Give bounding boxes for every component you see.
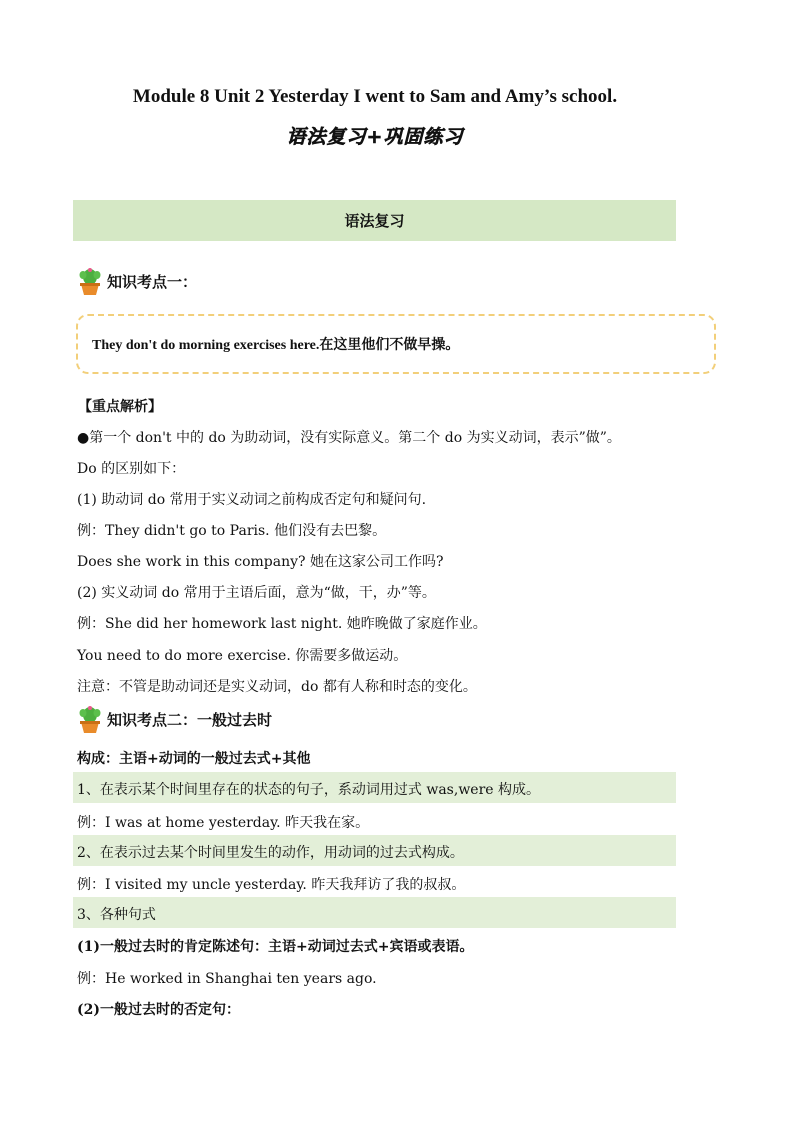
rule-item-1: 1、在表示某个时间里存在的状态的句子，系动词用过式 was,were 构成。: [77, 782, 541, 798]
analysis-line: Does she work in this company? 她在这家公司工作吗?: [77, 554, 444, 570]
sentence-type-2: (2)一般过去时的否定句：: [77, 1002, 240, 1018]
knowledge-point-1-label: 知识考点一：: [107, 272, 198, 291]
analysis-line: 注意：不管是助动词还是实义动词，do 都有人称和时态的变化。: [77, 679, 477, 695]
analysis-line: You need to do more exercise. 你需要多做运动。: [77, 648, 408, 664]
section-banner: 语法复习: [73, 200, 676, 241]
cactus-pot-icon: [77, 704, 103, 734]
cactus-pot-icon: [77, 266, 103, 296]
analysis-line: 例：She did her homework last night. 她昨晚做了家庭作业。: [77, 616, 487, 632]
analysis-heading: 【重点解析】: [78, 399, 162, 415]
example-line: 例：I was at home yesterday. 昨天我在家。: [77, 815, 370, 831]
analysis-line: (2) 实义动词 do 常用于主语后面，意为“做，干，办”等。: [77, 585, 436, 601]
shaded-row-2: [73, 835, 676, 866]
analysis-line: ●第一个 don't 中的 do 为助动词，没有实际意义。第二个 do 为实义动词，表示”做”。: [77, 430, 621, 446]
sentence-type-1: (1)一般过去时的肯定陈述句：主语+动词过去式+宾语或表语。: [77, 939, 474, 955]
analysis-line: 例：They didn't go to Paris. 他们没有去巴黎。: [77, 523, 387, 539]
example-note-box: [76, 314, 716, 374]
knowledge-point-2-label: 知识考点二：一般过去时: [107, 710, 273, 729]
example-sentence: They don't do morning exercises here.在这里他们不做早操。: [92, 338, 460, 353]
shaded-row-3: [73, 897, 676, 928]
knowledge-point-1: [77, 266, 197, 296]
knowledge-point-2: [77, 704, 272, 734]
rule-item-2: 2、在表示过去某个时间里发生的动作，用动词的过去式构成。: [77, 845, 464, 861]
analysis-line: Do 的区别如下：: [77, 461, 186, 477]
document-subtitle: 语法复习+巩固练习: [286, 126, 464, 148]
shaded-row-1: [73, 772, 676, 803]
formula-line: 构成：主语+动词的一般过去式+其他: [77, 751, 311, 767]
analysis-line: (1) 助动词 do 常用于实义动词之前构成否定句和疑问句.: [77, 492, 427, 508]
example-line: 例：He worked in Shanghai ten years ago.: [77, 971, 377, 987]
example-line: 例：I visited my uncle yesterday. 昨天我拜访了我的叔叔。: [77, 877, 466, 893]
document-title: Module 8 Unit 2 Yesterday I went to Sam and Amy’s school.: [132, 86, 618, 107]
rule-item-3: 3、各种句式: [77, 907, 156, 923]
